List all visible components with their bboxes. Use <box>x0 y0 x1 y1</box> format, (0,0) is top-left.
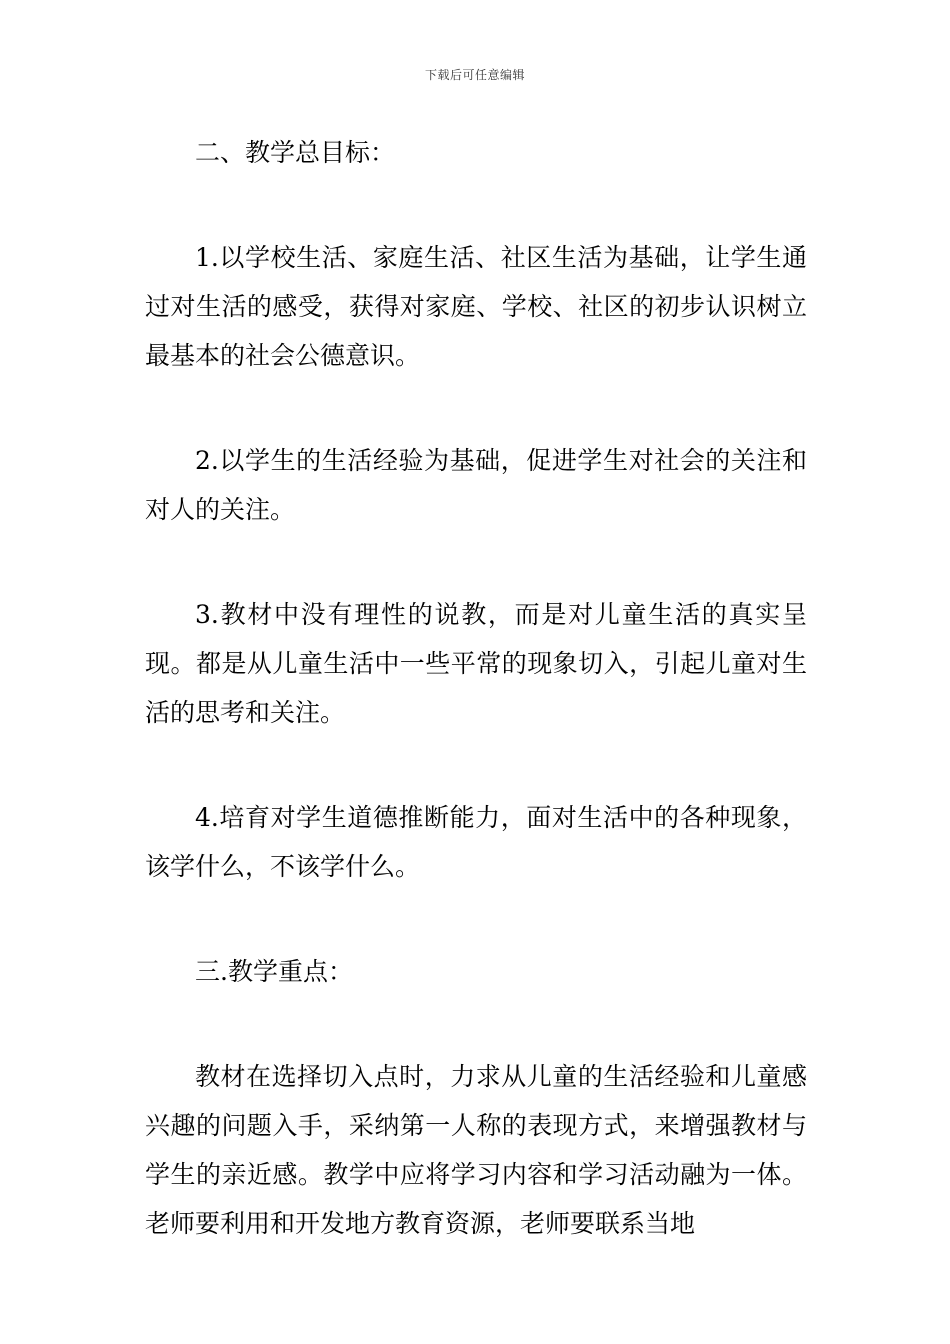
goal-item-4: 4.培育对学生道德推断能力，面对生活中的各种现象，该学什么，不该学什么。 <box>145 803 807 881</box>
goal-item-1: 1.以学校生活、家庭生活、社区生活为基础，让学生通过对生活的感受，获得对家庭、学校、社区的初步认识树立最基本的社会公德意识。 <box>145 243 807 370</box>
document-body <box>145 128 807 1248</box>
section-heading-teaching-goals: 二、教学总目标： <box>195 138 396 167</box>
page-header: 下载后可任意编辑 <box>424 68 525 82</box>
goal-item-2: 2.以学生的生活经验为基础，促进学生对社会的关注和对人的关注。 <box>145 446 807 524</box>
teaching-focus-paragraph: 教材在选择切入点时，力求从儿童的生活经验和儿童感兴趣的问题入手，采纳第一人称的表现方式，来增强教材与学生的亲近感。教学中应将学习内容和学习活动融为一体。老师要利用和开发地方教育资源，老师要联系当地 <box>145 1062 807 1238</box>
goal-item-3: 3.教材中没有理性的说教，而是对儿童生活的真实呈现。都是从儿童生活中一些平常的现象切入，引起儿童对生活的思考和关注。 <box>145 600 807 727</box>
section-heading-teaching-focus: 三.教学重点： <box>195 957 353 986</box>
